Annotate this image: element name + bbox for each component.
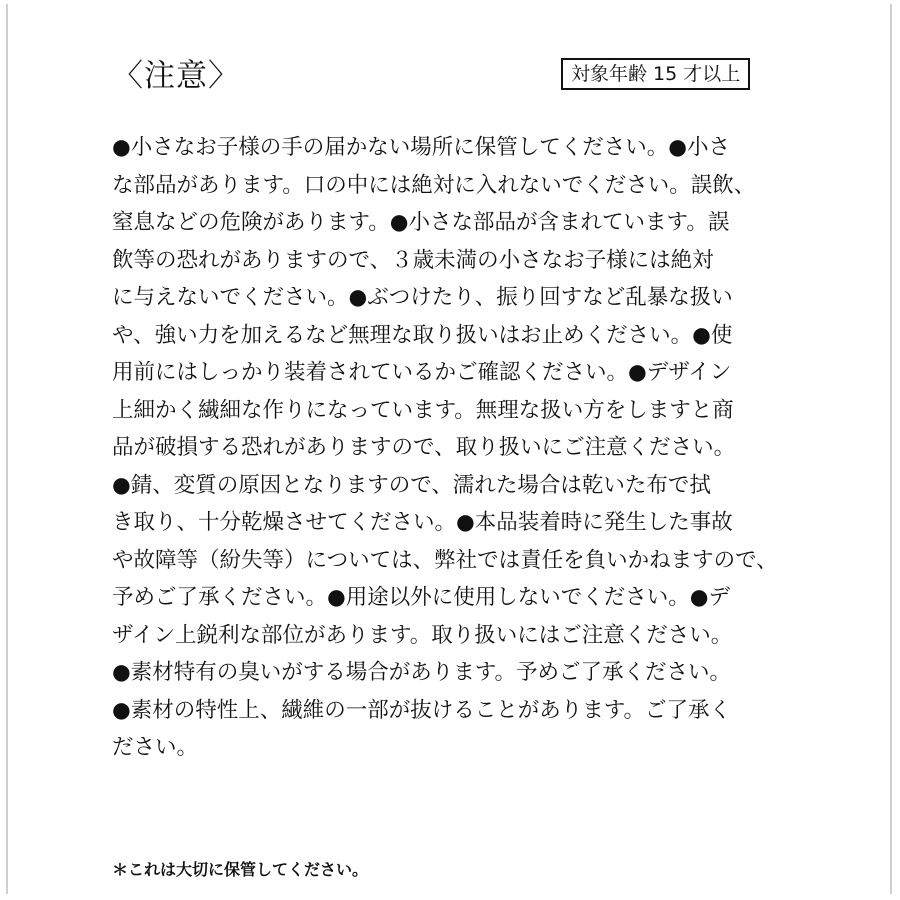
caution-line: に与えないでください。●ぶつけたり、振り回すなど乱暴な扱い — [112, 285, 733, 310]
caution-line: ザイン上鋭利な部位があります。取り扱いにはご注意ください。 — [112, 622, 733, 648]
caution-text — [112, 129, 792, 767]
age-badge: 対象年齢 15 才以上 — [561, 58, 750, 90]
caution-line: や、強い力を加えるなど無理な取り扱いはお止めください。●使 — [112, 322, 733, 348]
caution-line: 予めご了承ください。●用途以外に使用しないでください。●デ — [112, 585, 731, 610]
caution-line: ●素材の特性上、繊維の一部が抜けることがあります。ご了承く — [112, 697, 732, 723]
caution-line: ださい。 — [112, 735, 199, 760]
footnote: ＊これは大切に保管してください。 — [112, 860, 369, 879]
caution-line: ●小さなお子様の手の届かない場所に保管してください。●小さ — [112, 135, 731, 160]
caution-line: 窒息などの危険があります。●小さな部品が含まれています。誤 — [112, 210, 730, 235]
caution-line: ●素材特有の臭いがする場合があります。予めご了承ください。 — [112, 660, 732, 685]
page-title: 〈注意〉 — [112, 58, 240, 94]
caution-line: 飲等の恐れがありますので、３歳未満の小さなお子様には絶対 — [112, 247, 714, 273]
caution-line: ●錆、変質の原因となりますので、濡れた場合は乾いた布で拭 — [112, 472, 711, 498]
caution-line: 用前にはしっかり装着されているかご確認ください。●デザイン — [112, 360, 732, 385]
caution-line: 上細かく繊細な作りになっています。無理な扱い方をしますと商 — [112, 397, 734, 423]
caution-line: や故障等（紛失等）については、弊社では責任を負いかねますので、 — [112, 547, 778, 573]
caution-line: 品が破損する恐れがありますので、取り扱いにご注意ください。 — [112, 435, 736, 460]
caution-line: き取り、十分乾燥させてください。●本品装着時に発生した事故 — [112, 510, 733, 535]
caution-line: な部品があります。口の中には絶対に入れないでください。誤飲、 — [112, 172, 756, 198]
